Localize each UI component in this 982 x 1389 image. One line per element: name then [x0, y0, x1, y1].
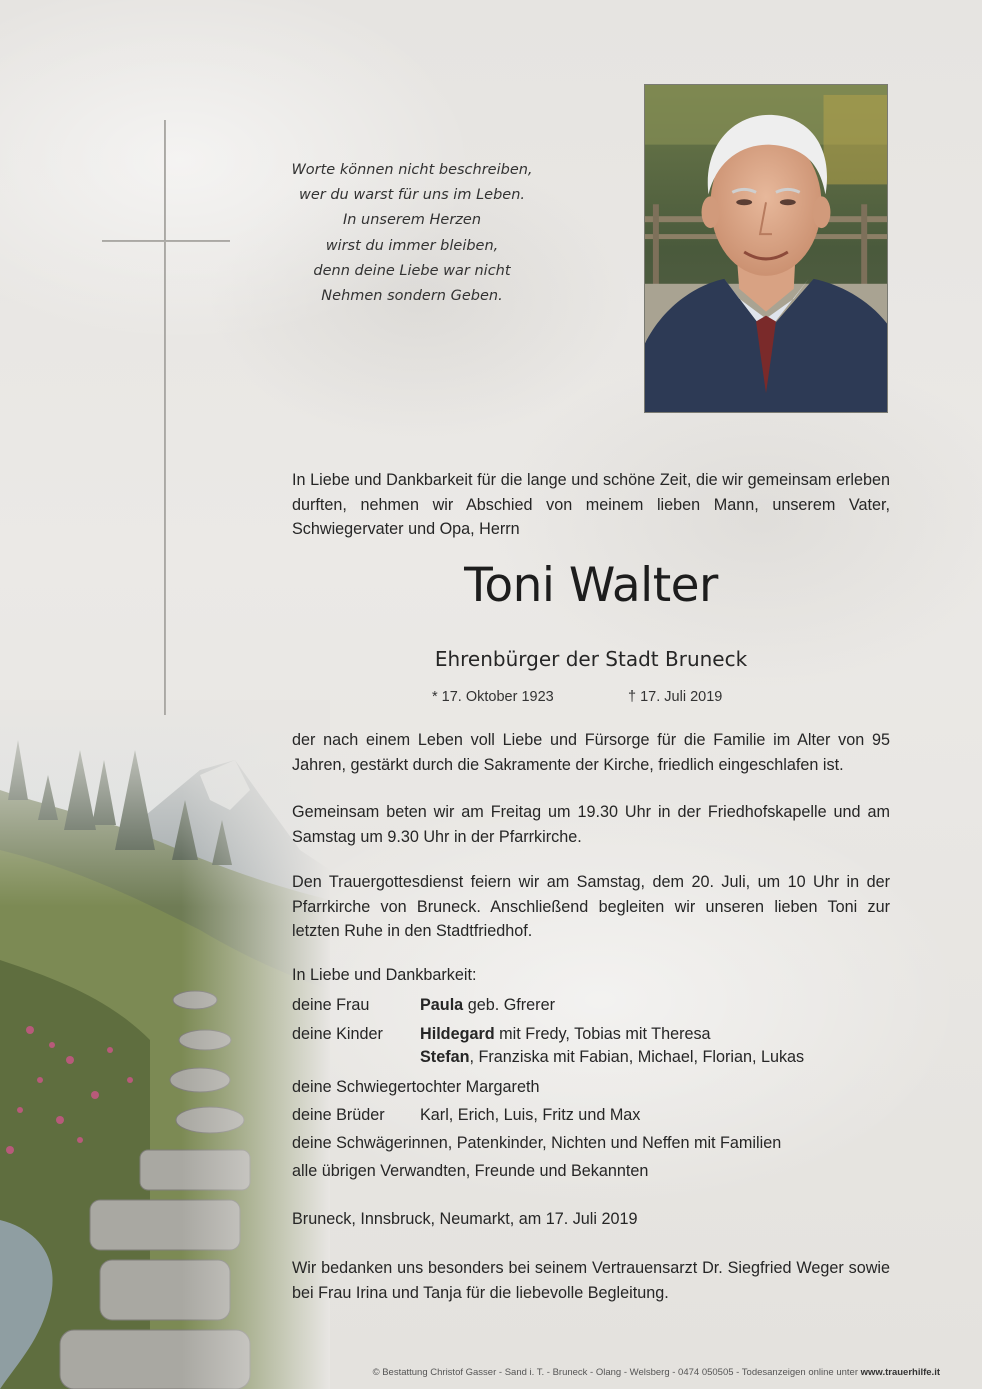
- cross-horizontal-bar: [102, 240, 230, 242]
- child-entry-1: [420, 1025, 711, 1044]
- wife-label: deine Frau: [292, 996, 370, 1014]
- poem-line: In unserem Herzen: [342, 212, 482, 229]
- mountain-landscape-image: [0, 700, 330, 1389]
- poem-line: denn deine Liebe war nicht: [313, 262, 511, 279]
- poem-line: wirst du immer bleiben,: [325, 237, 499, 254]
- footer-website-link[interactable]: www.trauerhilfe.it: [860, 1367, 940, 1378]
- thanks-paragraph: Wir bedanken uns besonders bei seinem Vertrauensarzt Dr. Siegfried Weger sowie bei Frau Irina und Tanja für die liebevolle Begleitung.: [292, 1259, 890, 1302]
- wife-entry: [420, 996, 555, 1015]
- poem-line: wer du warst für uns im Leben.: [298, 187, 525, 204]
- poem-line: Nehmen sondern Geben.: [321, 288, 503, 305]
- death-date: † 17. Juli 2019: [628, 689, 723, 705]
- child1-name: Hildegard: [420, 1025, 495, 1043]
- footer-text: © Bestattung Christof Gasser - Sand i. T. - Bruneck - Olang - Welsberg - 0474 050505 - Todesanzeigen online unter: [372, 1367, 861, 1378]
- other-relatives-line: alle übrigen Verwandten, Freunde und Bekannten: [292, 1162, 649, 1180]
- poem-line: Worte können nicht beschreiben,: [291, 162, 533, 178]
- child-entry-2: [420, 1048, 804, 1067]
- child2-name: Stefan: [420, 1048, 470, 1066]
- prayer-paragraph: Gemeinsam beten wir am Freitag um 19.30 Uhr in der Friedhofskapelle und am Samstag um 9.30 Uhr in der Pfarrkirche.: [292, 803, 890, 846]
- honor-title: Ehrenbürger der Stadt Bruneck: [434, 647, 748, 671]
- intro-paragraph: In Liebe und Dankbarkeit für die lange und schöne Zeit, die wir gemeinsam erleben durften, nehmen wir Abschied von meinem lieben Mann, unserem Vater, Schwiegervater und Opa, Herrn: [292, 471, 890, 539]
- place-and-date: Bruneck, Innsbruck, Neumarkt, am 17. Juli 2019: [292, 1210, 638, 1228]
- memorial-poem: [262, 158, 562, 309]
- child1-family: mit Fredy, Tobias mit Theresa: [494, 1025, 711, 1043]
- brothers-label: deine Brüder: [292, 1106, 385, 1124]
- passing-paragraph: der nach einem Leben voll Liebe und Fürsorge für die Familie im Alter von 95 Jahren, gestärkt durch die Sakramente der Kirche, friedlich eingeschlafen ist.: [292, 731, 890, 774]
- family-heading: In Liebe und Dankbarkeit:: [292, 966, 477, 984]
- brothers-names: Karl, Erich, Luis, Fritz und Max: [420, 1106, 641, 1124]
- birth-date: * 17. Oktober 1923: [432, 689, 554, 705]
- child2-family: , Franziska mit Fabian, Michael, Florian, Lukas: [469, 1048, 805, 1066]
- deceased-name: Toni Walter: [464, 558, 718, 613]
- children-label: deine Kinder: [292, 1025, 383, 1043]
- footer-credits: [292, 1367, 940, 1378]
- cross-vertical-bar: [164, 120, 166, 715]
- funeral-paragraph: Den Trauergottesdienst feiern wir am Samstag, dem 20. Juli, um 10 Uhr in der Pfarrkirche von Bruneck. Anschließend begleiten wir unseren lieben Toni zur letzten Ruhe in den Stadtfriedhof.: [292, 873, 890, 941]
- in-laws-line: deine Schwägerinnen, Patenkinder, Nichten und Neffen mit Familien: [292, 1134, 782, 1152]
- wife-maiden-name: geb. Gfrerer: [463, 996, 555, 1014]
- portrait-photo: [644, 84, 888, 413]
- wife-name: Paula: [420, 996, 464, 1014]
- daughter-in-law: deine Schwiegertochter Margareth: [292, 1078, 540, 1096]
